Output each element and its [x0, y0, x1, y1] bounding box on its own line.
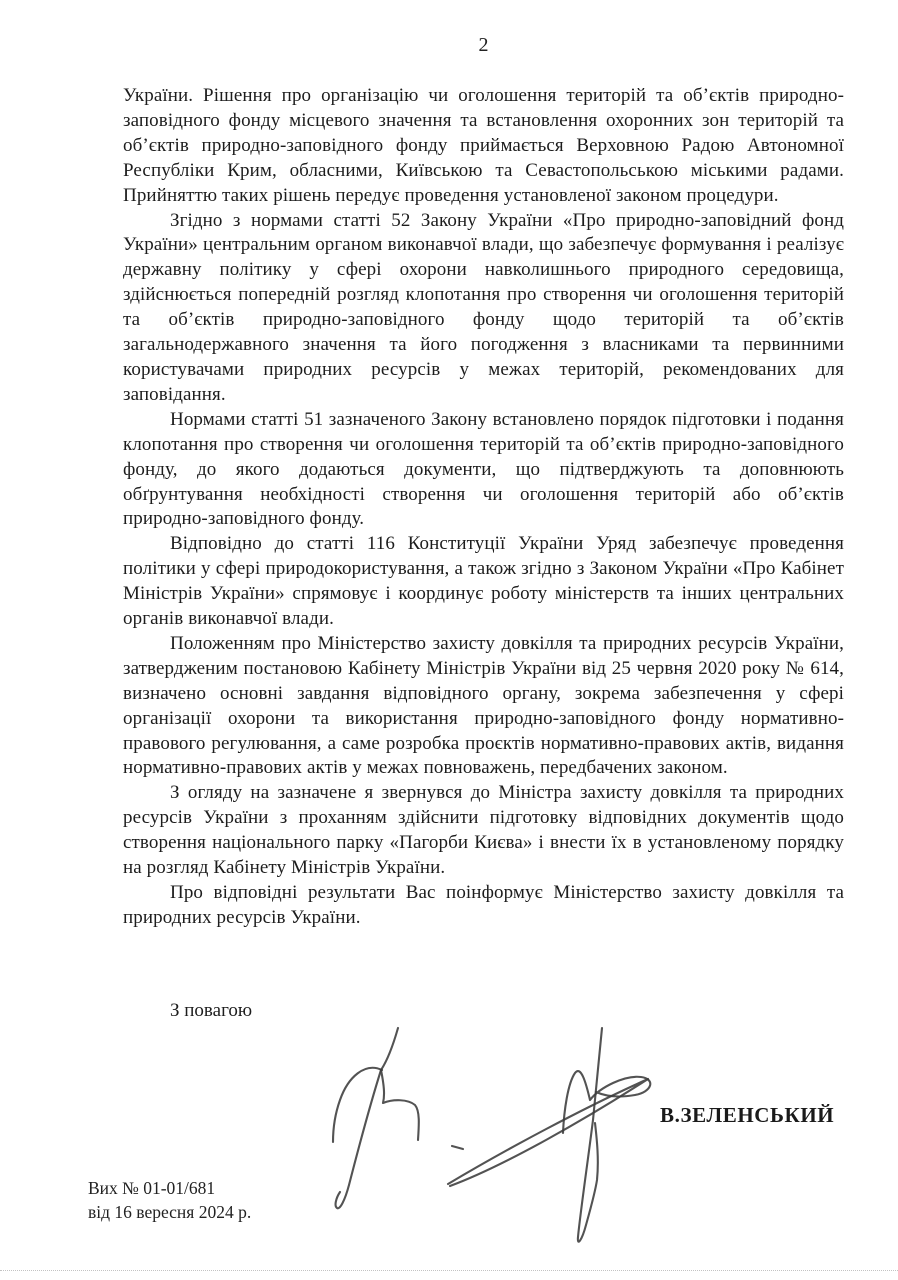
page-number: 2: [478, 34, 489, 56]
signer-name: В.ЗЕЛЕНСЬКИЙ: [660, 1103, 835, 1127]
letter-paragraph: Нормами статті 51 зазначеного Закону встановлено порядок підготовки і подання клопотання про створення чи оголошення територій та об’єктів природно-заповідного фонду, до якого додаються документи, що підтверджують та доповнюють обґрунтування необхідності створення чи оголошення територій або об’єктів природно-заповідного фонду.: [123, 408, 844, 530]
letter-body: [123, 84, 844, 931]
letter-paragraph: Згідно з нормами статті 52 Закону України «Про природно-заповідний фонд України» центральним органом виконавчої влади, що забезпечує формування і реалізує державну політику у сфері охорони навколишнього природного середовища, здійснюється попередній розгляд клопотання про створення чи оголошення територій та об’єктів природно-заповідного фонду щодо територій та об’єктів загальнодержавного значення та його погодження з власниками та первинними користувачами природних ресурсів у межах територій, рекомендованих для заповідання.: [123, 209, 844, 405]
reference-number: Вих № 01-01/681: [88, 1178, 216, 1198]
scan-artifact-line: [0, 1270, 898, 1271]
letter-paragraph: З огляду на зазначене я звернувся до Міністра захисту довкілля та природних ресурсів України з проханням здійснити підготовку відповідних документів щодо створення національного парку «Пагорби Києва» і внести їх в установленому порядку на розгляд Кабінету Міністрів України.: [123, 782, 844, 879]
reference-date: від 16 вересня 2024 р.: [88, 1202, 252, 1222]
closing-salutation: З повагою: [170, 1000, 253, 1021]
letter-paragraph: України. Рішення про організацію чи оголошення територій та об’єктів природно-заповідного фонду місцевого значення та встановлення охоронних зон територій та об’єктів природно-заповідного фонду приймається Верховною Радою Автономної Республіки Крим, обласними, Київською та Севастопольською міськими радами. Прийняттю таких рішень передує проведення установленої законом процедури.: [123, 85, 844, 206]
letter-paragraph: Відповідно до статті 116 Конституції України Уряд забезпечує проведення політики у сфері природокористування, а також згідно з Законом України «Про Кабінет Міністрів України» спрямовує і координує роботу міністерств та інших центральних органів виконавчої влади.: [123, 533, 844, 630]
signature-icon: [300, 1015, 670, 1255]
reference-block: [88, 1176, 251, 1224]
letter-paragraph: Положенням про Міністерство захисту довкілля та природних ресурсів України, затвердженим постановою Кабінету Міністрів України від 25 червня 2020 року № 614, визначено основні завдання відповідного органу, зокрема забезпечення у сфері організації охорони та використання природно-заповідного фонду нормативно-правового регулювання, а саме розробка проєктів нормативно-правових актів, видання нормативно-правових актів у межах повноважень, передбачених законом.: [123, 632, 844, 779]
letter-paragraph: Про відповідні результати Вас поінформує Міністерство захисту довкілля та природних ресурсів України.: [123, 882, 844, 928]
